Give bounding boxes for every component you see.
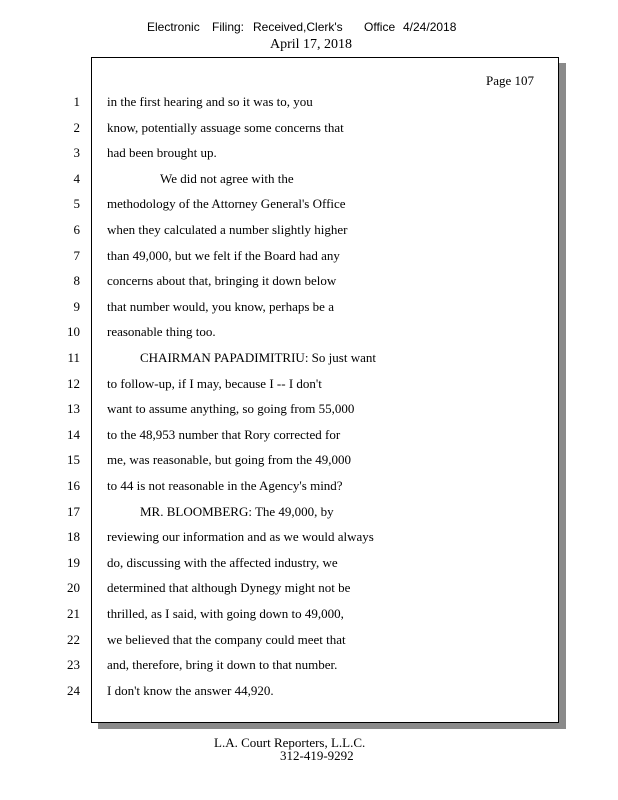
line-number: 16 xyxy=(67,478,80,493)
transcript-line xyxy=(0,144,618,162)
line-number: 13 xyxy=(67,401,80,417)
transcript-line xyxy=(0,682,618,700)
transcript-line xyxy=(0,528,618,546)
transcript-line xyxy=(0,298,618,316)
line-text: We did not agree with the xyxy=(160,170,294,186)
transcript-line xyxy=(0,323,618,341)
line-text: reviewing our information and as we would always xyxy=(107,529,374,545)
transcript-line xyxy=(0,477,618,495)
transcript-line xyxy=(0,605,618,623)
line-number: 17 xyxy=(67,503,80,519)
line-number: 22 xyxy=(67,631,80,647)
line-number: 10 xyxy=(67,324,80,340)
transcript-line xyxy=(0,503,618,521)
line-text: and, therefore, bring it down to that number. xyxy=(107,657,338,673)
line-number: 8 xyxy=(73,273,80,289)
line-text: CHAIRMAN PAPADIMITRIU: So just want xyxy=(140,350,376,365)
line-number: 6 xyxy=(73,222,80,237)
line-text: to 44 is not reasonable in the Agency's mind? xyxy=(107,478,343,493)
line-number: 23 xyxy=(67,657,80,673)
line-number: 1 xyxy=(73,94,80,109)
line-number: 18 xyxy=(67,529,80,545)
line-text: to follow-up, if I may, because I -- I don't xyxy=(107,375,322,391)
line-number: 19 xyxy=(67,554,80,570)
transcript-line xyxy=(0,93,618,111)
transcript-line xyxy=(0,631,618,649)
line-text: want to assume anything, so going from 55,000 xyxy=(107,401,355,417)
line-number: 24 xyxy=(67,682,80,698)
line-text: we believed that the company could meet that xyxy=(107,631,346,647)
line-text: do, discussing with the affected industry, we xyxy=(107,554,338,570)
transcript-line xyxy=(0,400,618,418)
line-text: me, was reasonable, but going from the 49,000 xyxy=(107,452,352,468)
line-text: when they calculated a number slightly higher xyxy=(107,222,348,237)
line-text: had been brought up. xyxy=(107,145,217,161)
transcript-line xyxy=(0,349,618,367)
transcript-line xyxy=(0,375,618,393)
footer-phone: 312-419-9292 xyxy=(280,748,354,763)
line-text: than 49,000, but we felt if the Board had any xyxy=(107,247,340,263)
line-number: 7 xyxy=(73,247,80,263)
filing-office: Office xyxy=(364,20,396,34)
filing-electronic: Electronic xyxy=(147,20,200,34)
page-number: Page 107 xyxy=(485,73,534,88)
hearing-date: April 17, 2018 xyxy=(270,37,353,52)
footer-company: L.A. Court Reporters, L.L.C. xyxy=(214,735,366,750)
transcript-line xyxy=(0,195,618,213)
transcript-line xyxy=(0,170,618,188)
transcript-line xyxy=(0,272,618,290)
filing-label: Filing: xyxy=(212,20,245,34)
transcript-line xyxy=(0,221,618,239)
transcript-line xyxy=(0,119,618,137)
transcript-line xyxy=(0,656,618,674)
line-number: 14 xyxy=(67,426,80,442)
line-text: thrilled, as I said, with going down to 49,000, xyxy=(107,606,344,621)
line-text: determined that although Dynegy might not be xyxy=(107,580,351,596)
line-number: 20 xyxy=(67,580,80,596)
transcript-line xyxy=(0,554,618,572)
transcript-line xyxy=(0,451,618,469)
line-number: 21 xyxy=(67,606,80,621)
line-text: know, potentially assuage some concerns that xyxy=(107,119,344,135)
line-text: concerns about that, bringing it down below xyxy=(107,273,337,289)
line-number: 11 xyxy=(67,350,80,365)
line-number: 12 xyxy=(67,375,80,391)
line-number: 9 xyxy=(73,298,80,314)
transcript-line xyxy=(0,579,618,597)
line-number: 3 xyxy=(73,145,80,161)
line-number: 2 xyxy=(73,119,80,135)
line-text: I don't know the answer 44,920. xyxy=(107,682,274,698)
transcript-line xyxy=(0,247,618,265)
line-text: methodology of the Attorney General's Office xyxy=(107,196,346,212)
filing-received: Received,Clerk's xyxy=(253,20,343,34)
line-text: in the first hearing and so it was to, you xyxy=(107,94,313,109)
transcript-line xyxy=(0,426,618,444)
line-text: that number would, you know, perhaps be a xyxy=(107,298,334,314)
line-text: to the 48,953 number that Rory corrected for xyxy=(107,426,341,442)
filing-date: 4/24/2018 xyxy=(403,20,457,34)
line-number: 15 xyxy=(67,452,80,468)
line-number: 5 xyxy=(73,196,80,212)
line-text: MR. BLOOMBERG: The 49,000, by xyxy=(140,503,334,519)
line-number: 4 xyxy=(73,170,80,186)
line-text: reasonable thing too. xyxy=(107,324,216,340)
